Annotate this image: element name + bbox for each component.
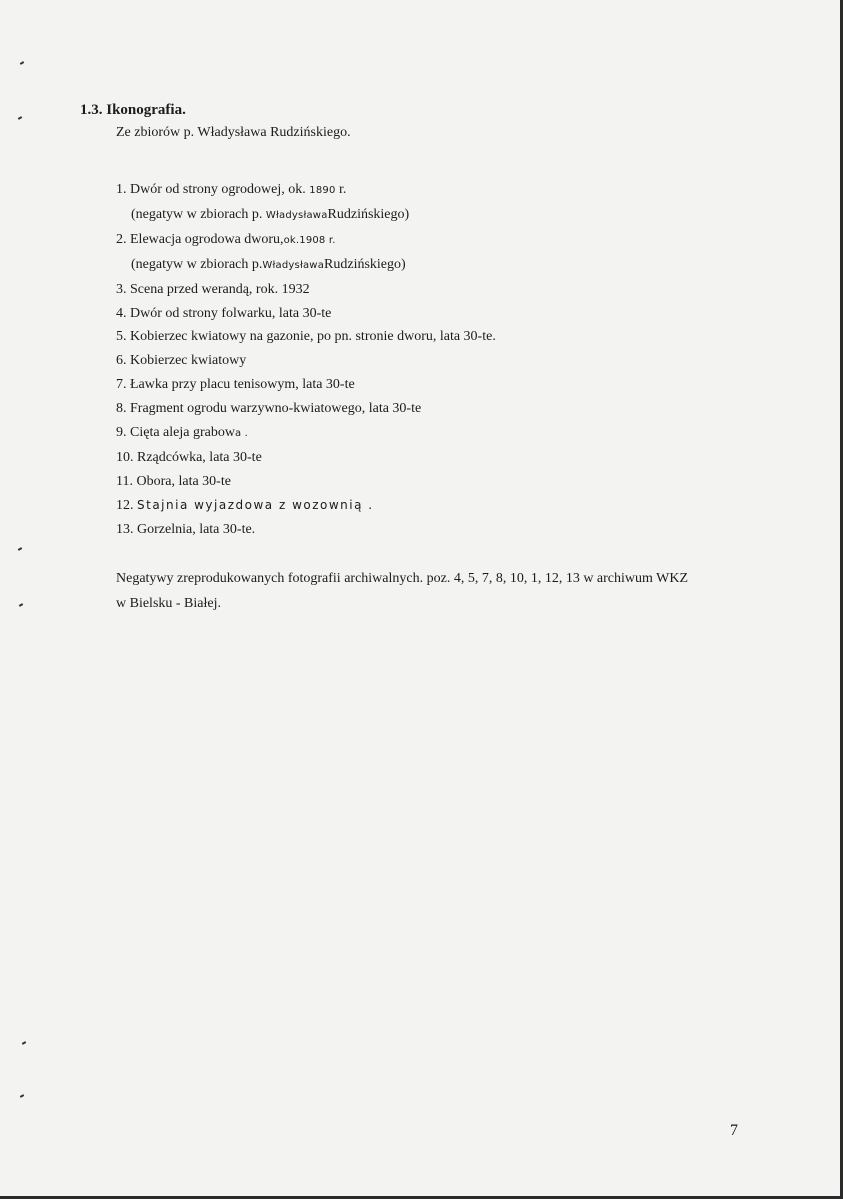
archive-note [116,566,688,616]
list-item [116,228,496,253]
margin-mark [18,116,22,120]
item-text: (negatyw w zbiorach p. [131,206,266,222]
handwritten-annotation: ok.1908 r. [283,234,336,246]
list-item: 3. Scena przed werandą, rok. 1932 [116,281,310,297]
item-text: 12. [116,497,137,513]
page-number: 7 [730,1122,738,1139]
handwritten-annotation: 1890 [309,185,336,196]
archive-note-line: w Bielsku - Białej. [116,596,221,611]
margin-mark [20,61,24,65]
archive-note-line: Negatywy zreprodukowanych fotografii archiwalnych. poz. 4, 5, 7, 8, 10, 1, 12, 13 w archiwum WKZ [116,571,689,586]
item-text: 1. Dwór od strony ogrodowej, ok. [116,182,310,197]
margin-mark [20,1094,24,1098]
list-item: 4. Dwór od strony folwarku, lata 30-te [116,305,332,321]
list-item: 7. Ławka przy placu tenisowym, lata 30-te [116,377,355,393]
handwritten-annotation: a . [234,428,249,440]
handwritten-annotation: Władysława [262,259,325,271]
item-text-after: Rudzińskiego) [327,206,410,222]
margin-mark [19,603,23,607]
list-item: 5. Kobierzec kwiatowy na gazonie, po pn. stronie dworu, lata 30-te. [116,329,496,345]
item-text: (negatyw w zbiorach p. [131,256,263,272]
margin-mark [22,1041,26,1045]
handwritten-annotation: Stajnia wyjazdowa z wozownią . [137,497,374,512]
iconography-list [116,178,496,542]
item-text-after: r. [335,182,347,197]
item-text-after: Rudzińskiego) [324,256,406,272]
handwritten-annotation: Władysława [265,209,328,221]
list-item [116,178,496,203]
item-text: 2. Elewacja ogrodowa dworu, [116,231,284,247]
list-item: 8. Fragment ogrodu warzywno-kwiatowego, lata 30-te [116,401,422,417]
list-item: 11. Obora, lata 30-te [116,473,231,489]
section-heading: 1.3. Ikonografia. [80,102,186,118]
list-item: 6. Kobierzec kwiatowy [116,353,247,369]
list-item-note [116,253,496,278]
section-subtitle: Ze zbiorów p. Władysława Rudzińskiego. [116,125,351,140]
list-item [116,421,496,446]
list-item: 10. Rządcówka, lata 30-te [116,449,262,465]
list-item: 13. Gorzelnia, lata 30-te. [116,521,256,537]
item-text: 9. Cięta aleja grabow [116,425,235,441]
list-item-note [116,203,496,228]
margin-mark [18,547,22,551]
list-item [116,494,496,518]
